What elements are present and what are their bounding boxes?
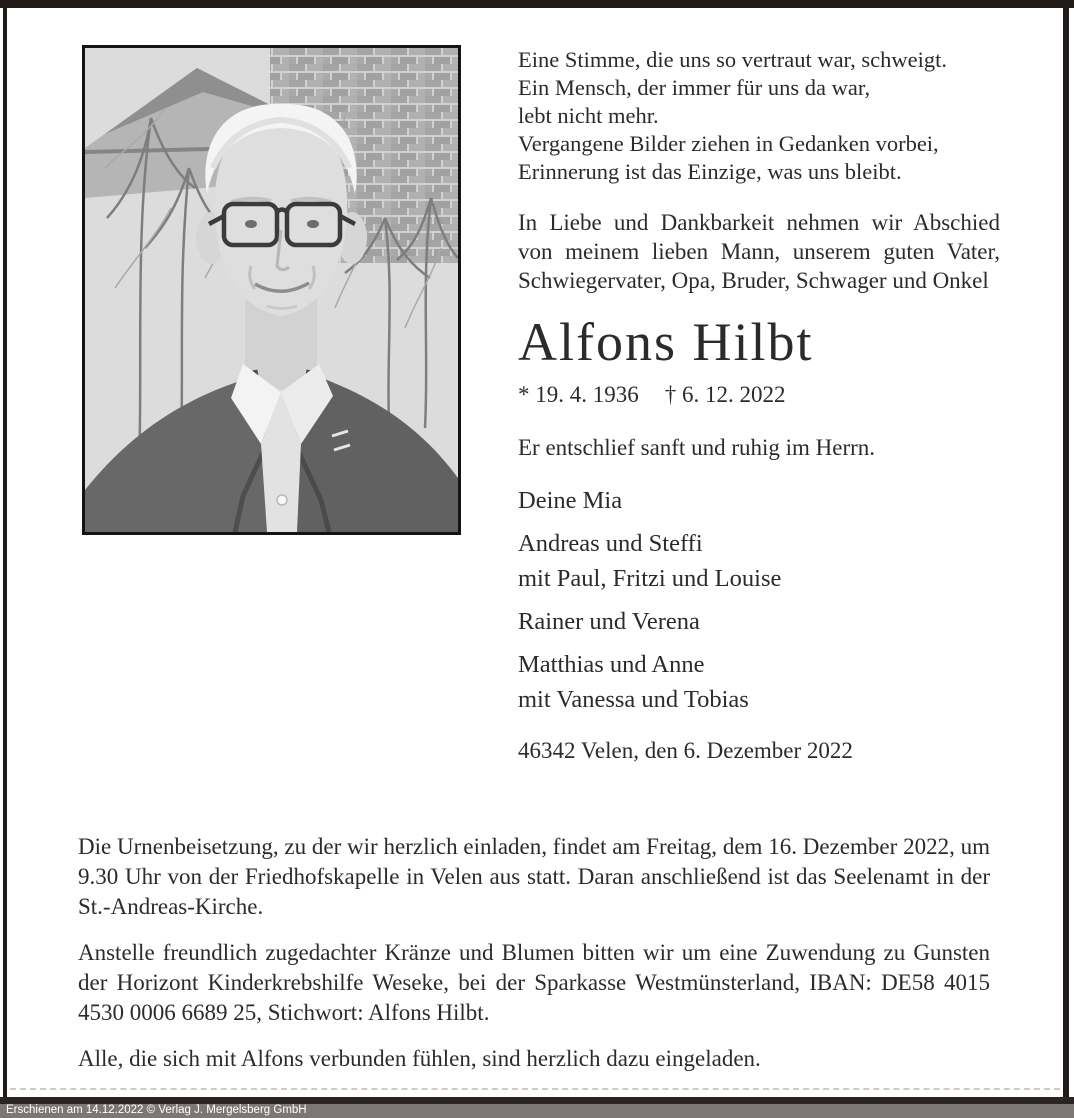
mourner-line: mit Paul, Fritzi und Louise: [518, 565, 782, 592]
poem-line: lebt nicht mehr.: [518, 103, 659, 128]
mourner-group: [518, 604, 1000, 639]
cut-line: [10, 1088, 1060, 1090]
mourner-line: mit Vanessa und Tobias: [518, 686, 749, 713]
mourner-group: [518, 483, 1000, 518]
donation-paragraph: Anstelle freundlich zugedachter Kränze und Blumen bitten wir um eine Zuwendung zu Gunsten der Horizont Kinderkrebshilfe Weseke, bei der Sparkasse Westmünsterland, IBAN: DE58 4015 4530 0006 6689 25, Stichwort: Alfons Hilbt.: [78, 940, 990, 1025]
mourner-line: Rainer und Verena: [518, 608, 700, 635]
funeral-details: [78, 832, 990, 1090]
poem-line: Erinnerung ist das Einzige, was uns bleibt.: [518, 159, 902, 184]
passing-line: Er entschlief sanft und ruhig im Herrn.: [518, 435, 876, 460]
notice-text-column: [518, 46, 1000, 766]
portrait-photo: [82, 45, 461, 535]
poem-line: Eine Stimme, die uns so vertraut war, schweigt.: [518, 47, 948, 72]
life-dates: [518, 380, 1000, 410]
mourner-line: Matthias und Anne: [518, 651, 705, 678]
mourner-group: [518, 647, 1000, 717]
shirt-button: [277, 495, 287, 505]
mourners-list: [518, 483, 1000, 717]
poem-line: Ein Mensch, der immer für uns da war,: [518, 75, 871, 100]
publisher-footer-text: Erschienen am 14.12.2022 © Verlag J. Mergelsberg GmbH: [6, 1104, 307, 1116]
frame-right-border: [1063, 8, 1069, 1097]
memorial-poem: [518, 46, 1000, 186]
invitation-line: Alle, die sich mit Alfons verbunden fühlen, sind herzlich dazu eingeladen.: [78, 1046, 761, 1071]
death-date: † 6. 12. 2022: [664, 382, 786, 407]
deceased-name: Alfons Hilbt: [518, 312, 814, 372]
farewell-intro: In Liebe und Dankbarkeit nehmen wir Abschied von meinem lieben Mann, unserem guten Vater, Schwiegervater, Opa, Bruder, Schwager und Onkel: [518, 210, 1000, 293]
mourner-line: Andreas und Steffi: [518, 530, 703, 557]
birth-date: * 19. 4. 1936: [518, 382, 639, 407]
poem-line: Vergangene Bilder ziehen in Gedanken vorbei,: [518, 131, 939, 156]
place-dateline: 46342 Velen, den 6. Dezember 2022: [518, 738, 853, 763]
frame-top-border: [0, 0, 1074, 8]
frame-left-border: [3, 8, 7, 1097]
mourner-line: Deine Mia: [518, 487, 623, 514]
portrait-photo-drawing: [85, 48, 458, 532]
mourner-group: [518, 526, 1000, 596]
burial-paragraph: Die Urnenbeisetzung, zu der wir herzlich einladen, findet am Freitag, dem 16. Dezember 2022, um 9.30 Uhr von der Friedhofskapelle in Velen aus statt. Daran anschließend ist das Seelenamt in der St.-Andreas-Kirche.: [78, 834, 990, 919]
